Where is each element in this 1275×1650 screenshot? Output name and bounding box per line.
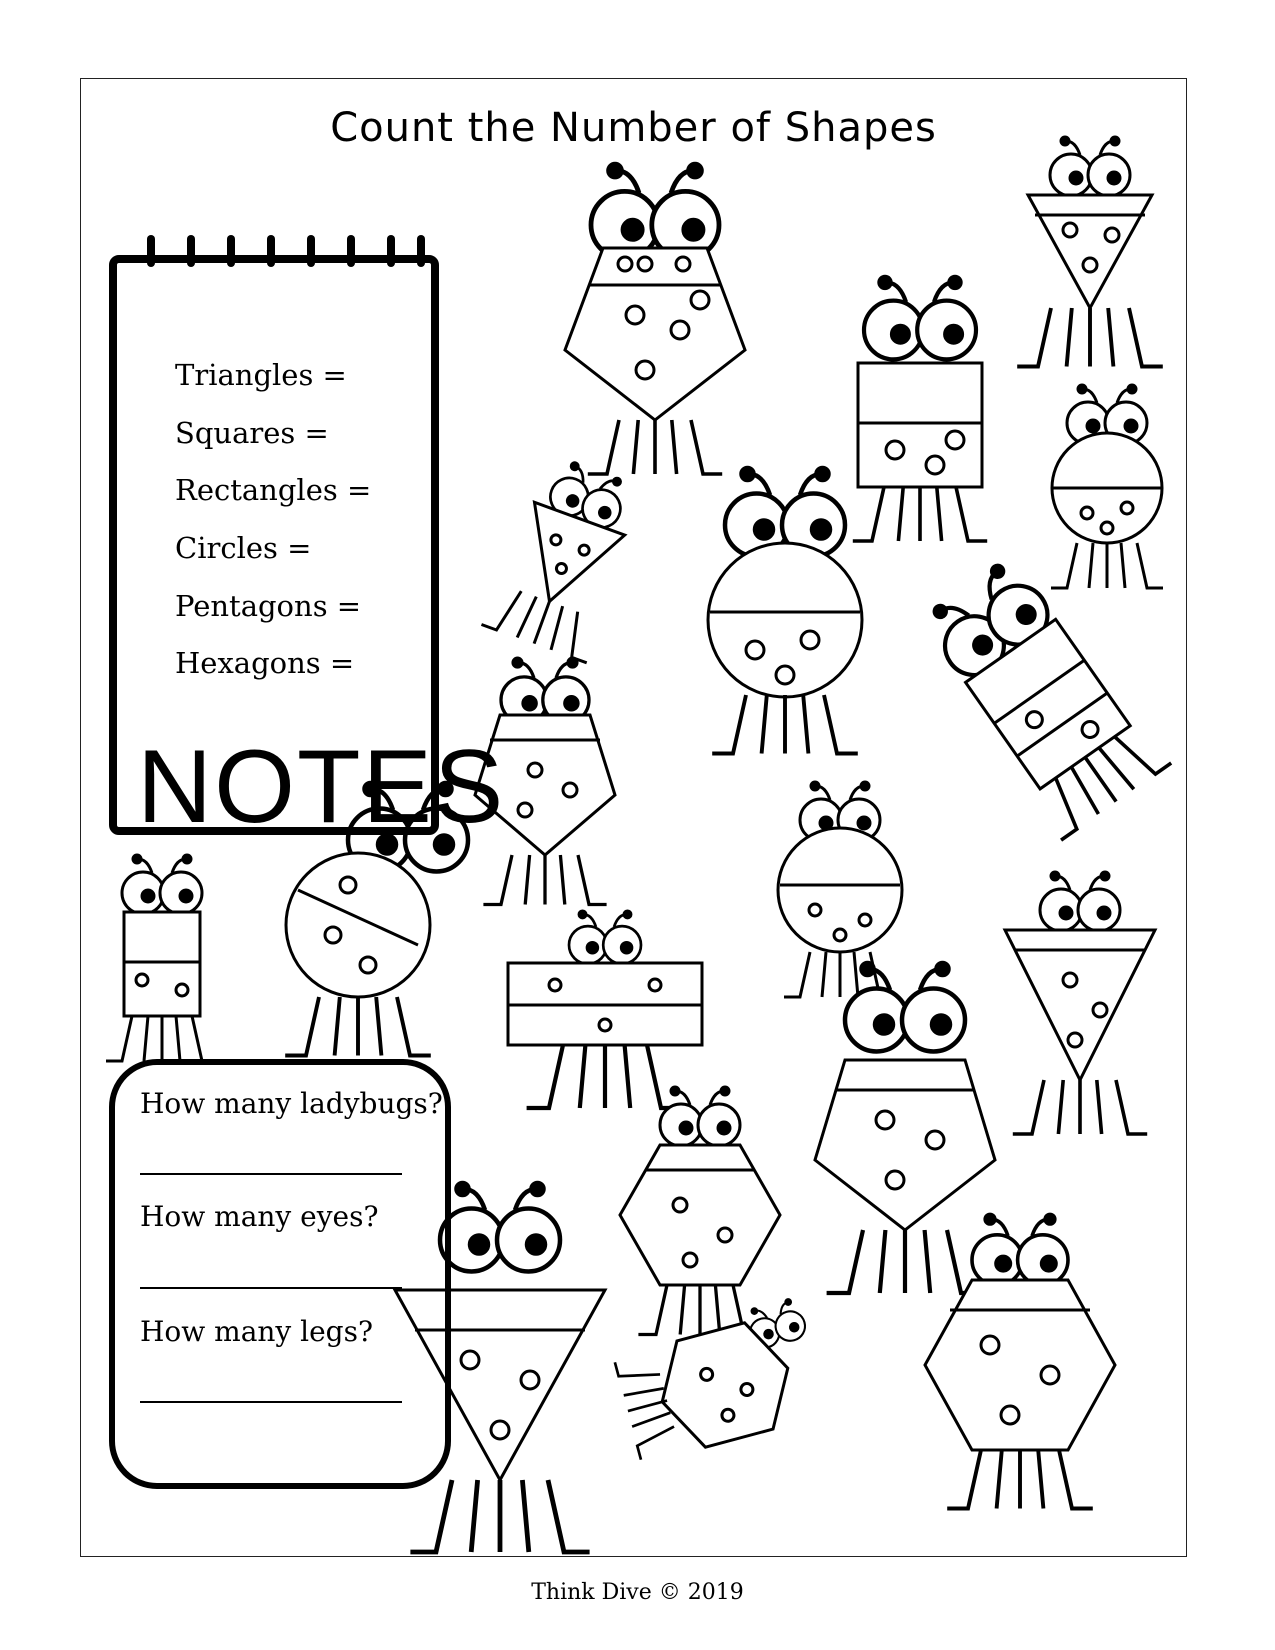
page-title: Count the Number of Shapes [330, 105, 937, 151]
triangles-label: Triangles = [175, 358, 347, 392]
pentagons-label: Pentagons = [175, 589, 362, 623]
circles-label: Circles = [175, 531, 312, 565]
hexagons-label: Hexagons = [175, 646, 355, 680]
legs-answer-line[interactable] [140, 1401, 402, 1403]
legs-question: How many legs? [140, 1315, 373, 1348]
ladybugs-answer-line[interactable] [140, 1173, 402, 1175]
rectangles-label: Rectangles = [175, 473, 372, 507]
ladybugs-question: How many ladybugs? [140, 1087, 443, 1120]
eyes-question: How many eyes? [140, 1200, 379, 1233]
notes-heading: NOTES [137, 729, 506, 845]
questions-box [109, 1059, 451, 1489]
squares-label: Squares = [175, 416, 329, 450]
eyes-answer-line[interactable] [140, 1287, 402, 1289]
worksheet-frame [80, 78, 1187, 1557]
notes-box [109, 255, 506, 845]
notebook-rings [117, 235, 431, 275]
copyright-footer: Think Dive © 2019 [531, 1580, 744, 1605]
